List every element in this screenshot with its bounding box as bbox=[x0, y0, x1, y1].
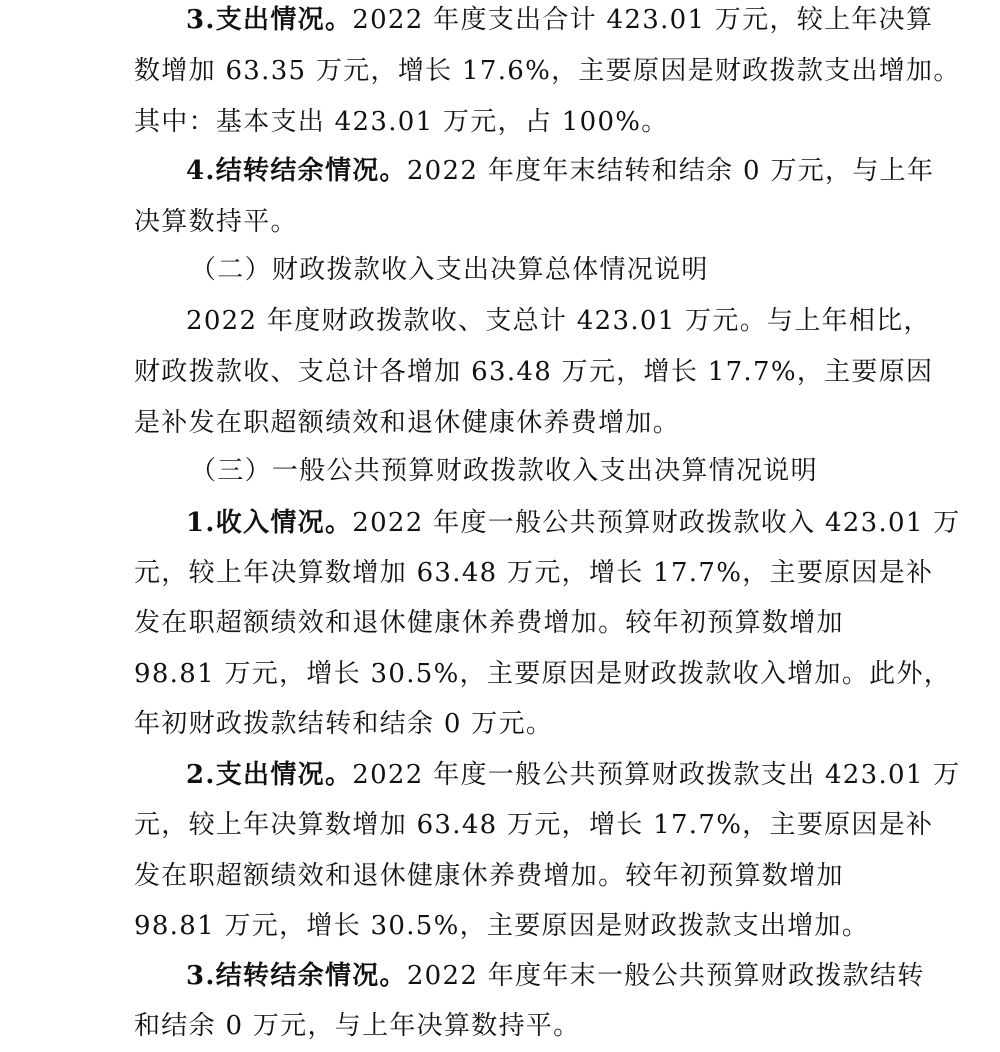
paragraph-gpb-carryover-line-2: 和结余 0 万元，与上年决算数持平。 bbox=[134, 1011, 581, 1041]
paragraph-fiscal-overview-line-1: 2022 年度财政拨款收、支总计 423.01 万元。与上年相比， bbox=[186, 306, 931, 336]
paragraph-lead-carryover: 4.结转结余情况。 bbox=[186, 156, 407, 186]
paragraph-lead-gpb-income: 1.收入情况。 bbox=[186, 508, 353, 538]
paragraph-gpb-expenditure-line-1: 2.支出情况。2022 年度一般公共预算财政拨款支出 423.01 万 bbox=[186, 760, 961, 790]
paragraph-expenditure-line-3: 其中：基本支出 423.01 万元，占 100%。 bbox=[134, 107, 669, 137]
paragraph-lead-expenditure: 3.支出情况。 bbox=[186, 5, 353, 35]
paragraph-fiscal-overview-line-3: 是补发在职超额绩效和退休健康休养费增加。 bbox=[134, 408, 681, 438]
paragraph-expenditure-line-2: 数增加 63.35 万元，增长 17.6%，主要原因是财政拨款支出增加。 bbox=[134, 56, 961, 86]
paragraph-expenditure-line-1: 3.支出情况。2022 年度支出合计 423.01 万元，较上年决算 bbox=[186, 5, 934, 35]
paragraph-gpb-income-line-2: 元，较上年决算数增加 63.48 万元，增长 17.7%，主要原因是补 bbox=[134, 558, 934, 588]
paragraph-gpb-expenditure-line-4: 98.81 万元，增长 30.5%，主要原因是财政拨款支出增加。 bbox=[134, 911, 870, 941]
paragraph-gpb-expenditure-line-3: 发在职超额绩效和退休健康休养费增加。较年初预算数增加 bbox=[134, 861, 844, 891]
paragraph-carryover-line-2: 决算数持平。 bbox=[134, 207, 298, 237]
paragraph-lead-gpb-expenditure: 2.支出情况。 bbox=[186, 760, 353, 790]
paragraph-fiscal-overview-line-2: 财政拨款收、支总计各增加 63.48 万元，增长 17.7%，主要原因 bbox=[134, 357, 934, 387]
paragraph-gpb-income-line-4: 98.81 万元，增长 30.5%，主要原因是财政拨款收入增加。此外， bbox=[134, 659, 952, 689]
section-heading-general-public-budget: （三）一般公共预算财政拨款收入支出决算情况说明 bbox=[190, 456, 818, 486]
paragraph-gpb-income-line-3: 发在职超额绩效和退休健康休养费增加。较年初预算数增加 bbox=[134, 608, 844, 638]
paragraph-gpb-expenditure-line-2: 元，较上年决算数增加 63.48 万元，增长 17.7%，主要原因是补 bbox=[134, 810, 934, 840]
paragraph-lead-gpb-carryover: 3.结转结余情况。 bbox=[186, 961, 407, 991]
paragraph-carryover-line-1: 4.结转结余情况。2022 年度年末结转和结余 0 万元，与上年 bbox=[186, 156, 935, 186]
paragraph-gpb-income-line-5: 年初财政拨款结转和结余 0 万元。 bbox=[134, 709, 554, 739]
paragraph-gpb-income-line-1: 1.收入情况。2022 年度一般公共预算财政拨款收入 423.01 万 bbox=[186, 508, 961, 538]
section-heading-fiscal-overview: （二）财政拨款收入支出决算总体情况说明 bbox=[190, 255, 709, 285]
paragraph-gpb-carryover-line-1: 3.结转结余情况。2022 年度年末一般公共预算财政拨款结转 bbox=[186, 961, 925, 991]
